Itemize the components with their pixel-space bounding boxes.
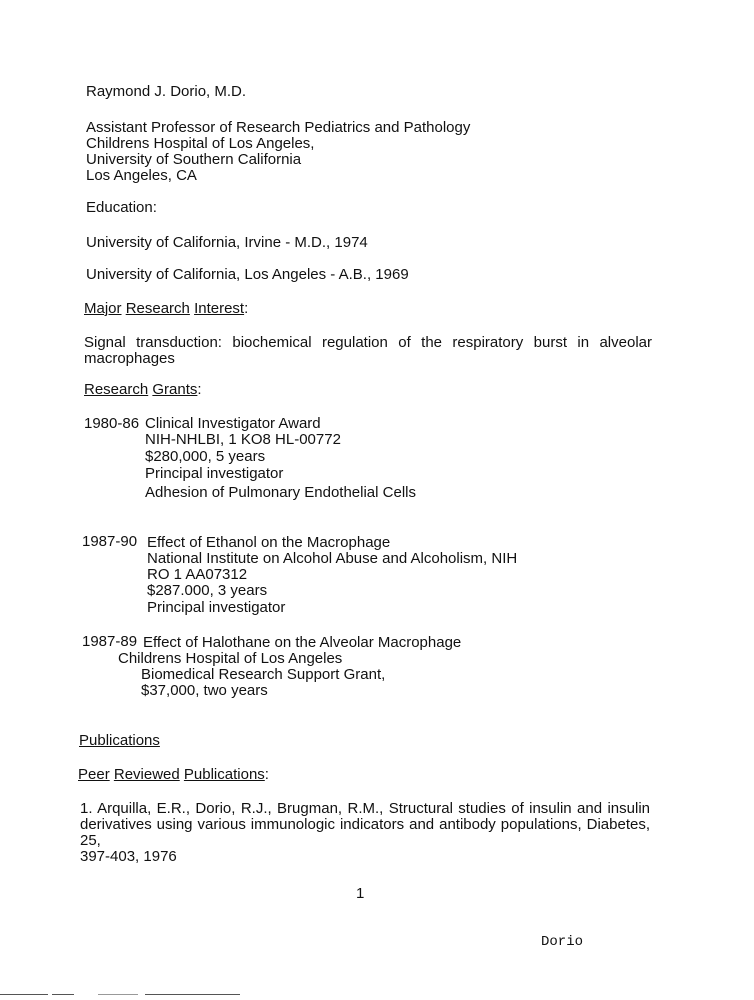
peer-reviewed-heading: Peer Reviewed Publications: bbox=[78, 766, 269, 783]
scan-artifact-line bbox=[145, 994, 240, 995]
research-interest-heading: Major Research Interest: bbox=[84, 300, 249, 317]
grant-1-line: NIH-NHLBI, 1 KO8 HL-00772 bbox=[145, 431, 341, 448]
research-grants-heading: Research Grants: bbox=[84, 381, 202, 398]
grant-1-years: 1980-86 bbox=[84, 415, 140, 432]
research-interest-text: Signal transduction: biochemical regulation of the respiratory burst in alveolar macrophages bbox=[84, 334, 652, 367]
grant-2-title: Effect of Ethanol on the Macrophage bbox=[147, 534, 391, 551]
publications-heading: Publications bbox=[79, 732, 160, 749]
grant-3-years: 1987-89 bbox=[82, 633, 138, 650]
document-stamp: Dorio bbox=[541, 934, 584, 950]
grant-1-title: Clinical Investigator Award bbox=[145, 415, 321, 432]
grant-3-line: Biomedical Research Support Grant, bbox=[141, 666, 386, 683]
education-item-ab: University of California, Los Angeles - A.B., 1969 bbox=[86, 266, 409, 283]
education-heading: Education: bbox=[86, 199, 157, 216]
grant-2-line: $287.000, 3 years bbox=[147, 582, 268, 599]
institution-university: University of Southern California bbox=[86, 151, 302, 168]
grant-2-line: Principal investigator bbox=[147, 599, 286, 616]
grant-3-title: Effect of Halothane on the Alveolar Macrophage bbox=[143, 634, 462, 651]
institution-hospital: Childrens Hospital of Los Angeles, bbox=[86, 135, 315, 152]
scan-artifact-line bbox=[98, 994, 138, 995]
education-item-md: University of California, Irvine - M.D., 1974 bbox=[86, 234, 368, 251]
author-name: Raymond J. Dorio, M.D. bbox=[86, 83, 247, 100]
institution-location: Los Angeles, CA bbox=[86, 167, 197, 184]
publication-item-1: 1. Arquilla, E.R., Dorio, R.J., Brugman, R.M., Structural studies of insulin and insulin derivatives using various immunologic indicators and antibody populations, Diabetes, 25, 397-403, 1976 bbox=[80, 800, 650, 865]
scan-artifact-line bbox=[0, 994, 48, 995]
position-title: Assistant Professor of Research Pediatrics and Pathology bbox=[86, 119, 471, 136]
grant-1-line: Principal investigator bbox=[145, 465, 284, 482]
grant-1-line: $280,000, 5 years bbox=[145, 448, 266, 465]
page-number: 1 bbox=[356, 885, 365, 902]
grant-1-line: Adhesion of Pulmonary Endothelial Cells bbox=[145, 484, 416, 501]
scan-artifact-line bbox=[52, 994, 74, 995]
grant-3-line: Childrens Hospital of Los Angeles bbox=[118, 650, 343, 667]
grant-3-line: $37,000, two years bbox=[141, 682, 268, 699]
grant-2-years: 1987-90 bbox=[82, 533, 138, 550]
grant-2-line: National Institute on Alcohol Abuse and Alcoholism, NIH bbox=[147, 550, 518, 567]
grant-2-line: RO 1 AA07312 bbox=[147, 566, 248, 583]
